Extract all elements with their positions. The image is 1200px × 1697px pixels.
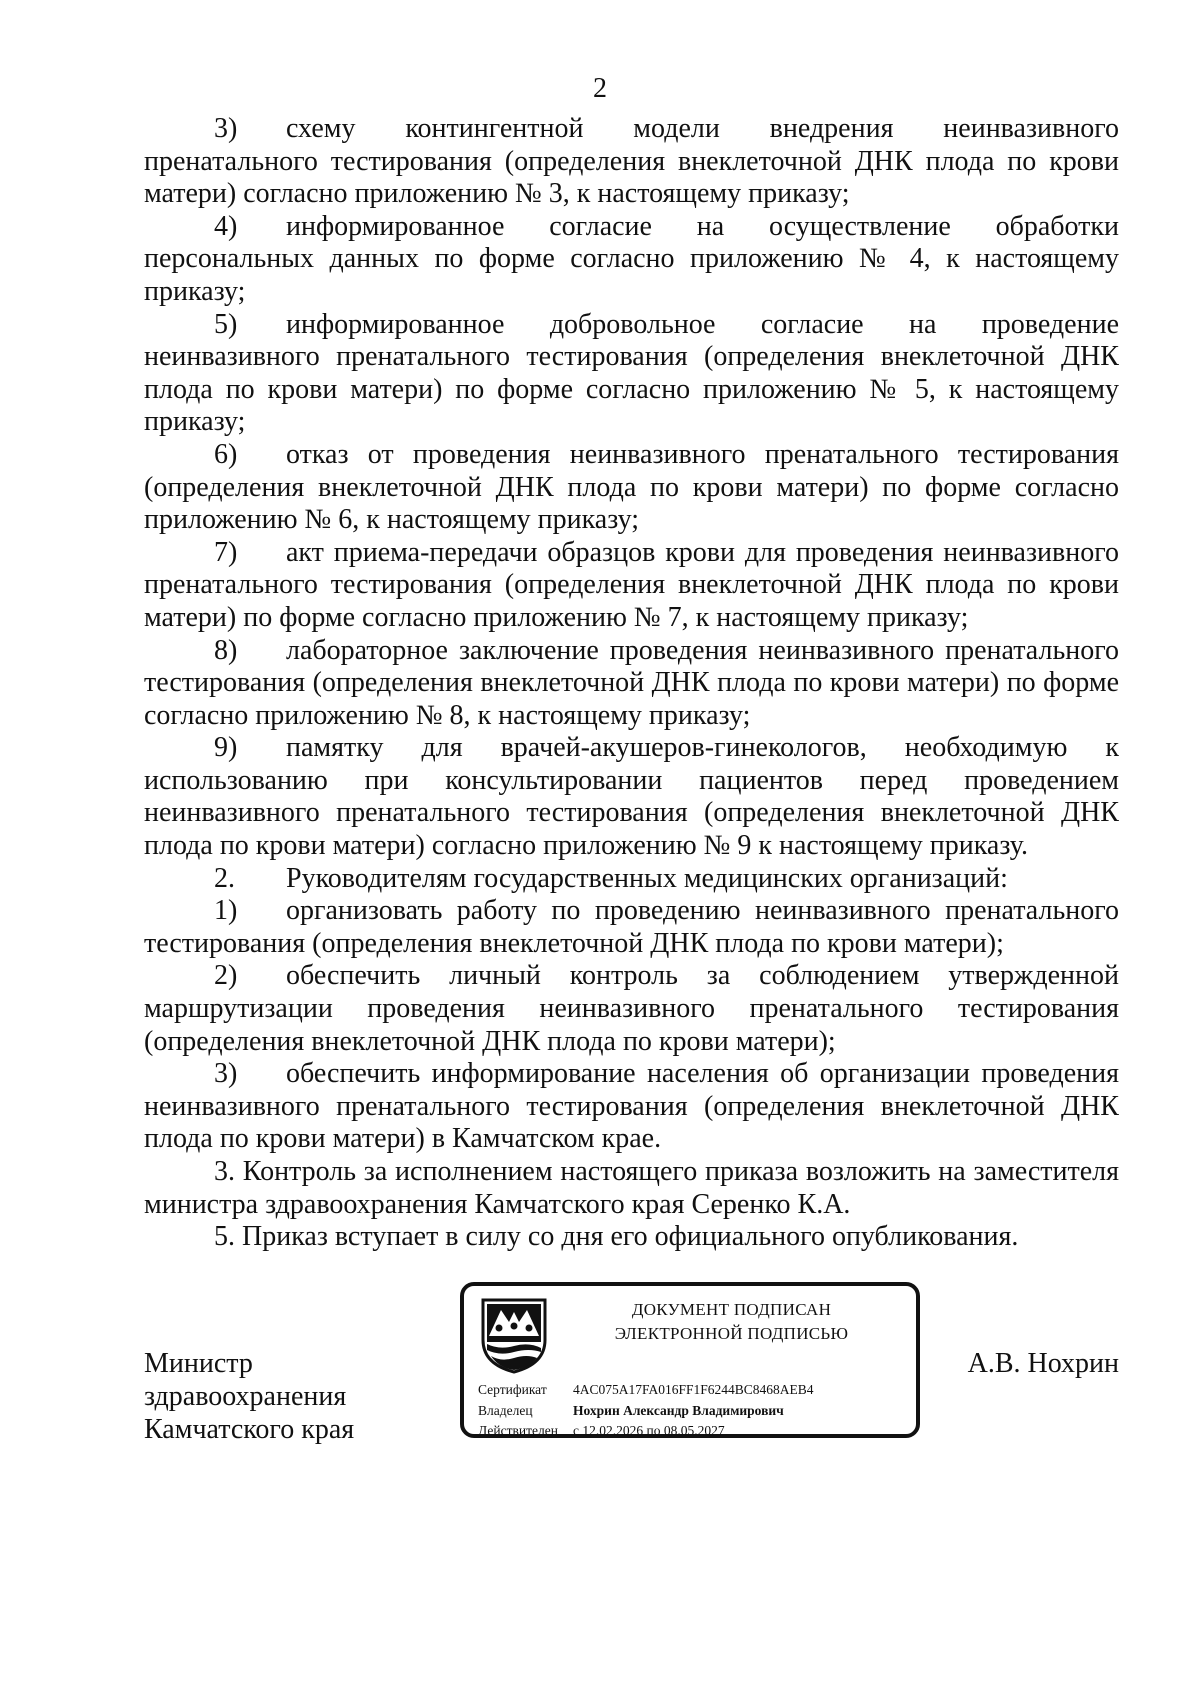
certificate-value: 4AC075A17FA016FF1F6244BC8468AEB4 — [573, 1382, 814, 1397]
list-item-number: 7) — [214, 536, 238, 568]
validity-value: с 12.02.2026 по 08.05.2027 — [573, 1423, 725, 1438]
stamp-title — [559, 1298, 904, 1346]
signer-position-line: Министр — [144, 1348, 253, 1379]
list-item-text: акт приема-передачи образцов крови для проведения неинвазивного пренатального тестирования (определения внеклеточной ДНК плода по крови матери) по форме согласно приложению № 7, к настоящему приказу; — [144, 536, 1119, 633]
list-item-text: организовать работу по проведению неинвазивного пренатального тестирования (определения внеклеточной ДНК плода по крови матери); — [144, 895, 1119, 959]
list-item — [144, 1058, 1119, 1156]
document-body — [144, 113, 1119, 1254]
list-item — [144, 895, 1119, 960]
list-item — [144, 960, 1119, 1058]
stamp-certificate-row — [478, 1382, 814, 1398]
list-item-number: 8) — [214, 634, 238, 666]
list-item — [144, 439, 1119, 537]
list-item — [144, 211, 1119, 309]
validity-label: Действителен — [478, 1423, 558, 1438]
list-item — [144, 732, 1119, 862]
list-item-text: обеспечить личный контроль за соблюдением утвержденной маршрутизации проведения неинвазивного пренатального тестирования (определения внеклеточной ДНК плода по крови матери); — [144, 960, 1119, 1057]
list-item-text: Руководителям государственных медицинских организаций: — [286, 862, 1008, 894]
list-item-text: информированное согласие на осуществление обработки персональных данных по форме согласно приложению № 4, к настоящему приказу; — [144, 210, 1119, 307]
list-item-number: 3) — [214, 1058, 238, 1090]
list-item-number: 4) — [214, 210, 238, 242]
list-item-text: памятку для врачей-акушеров-гинекологов, необходимую к использованию при консультировании пациентов перед проведением неинвазивного пренатального тестирования (определения внеклеточной ДНК плода по крови матери) согласно приложению № 9 к настоящему приказу. — [144, 732, 1119, 862]
clause-paragraph: 5. Приказ вступает в силу со дня его официального опубликования. — [214, 1221, 1019, 1253]
list-item-text: информированное добровольное согласие на проведение неинвазивного пренатального тестирования (определения внеклеточной ДНК плода по крови матери) по форме согласно приложению № 5, к настоящему приказу; — [144, 308, 1119, 438]
owner-value: Нохрин Александр Владимирович — [573, 1403, 784, 1418]
signer-position — [144, 1347, 354, 1446]
certificate-label: Сертификат — [478, 1382, 547, 1397]
kamchatka-coat-of-arms-icon — [479, 1296, 549, 1374]
list-item-text: отказ от проведения неинвазивного пренатального тестирования (определения внеклеточной ДНК плода по крови матери) по форме согласно приложению № 6, к настоящему приказу; — [144, 438, 1119, 536]
stamp-validity-row — [478, 1423, 725, 1439]
list-item-number: 2) — [214, 960, 238, 992]
electronic-signature-stamp — [460, 1282, 920, 1438]
stamp-title-line: ДОКУМЕНТ ПОДПИСАН — [631, 1300, 832, 1319]
list-item — [144, 537, 1119, 635]
list-item — [144, 635, 1119, 733]
list-item — [144, 113, 1119, 211]
list-item-number: 1) — [214, 895, 238, 927]
signer-name: А.В. Нохрин — [967, 1348, 1119, 1379]
list-item-number: 5) — [214, 308, 238, 340]
list-item-text: обеспечить информирование населения об организации проведения неинвазивного пренатального тестирования (определения внеклеточной ДНК плода по крови матери) в Камчатском крае. — [144, 1058, 1119, 1155]
list-item-text: лабораторное заключение проведения неинвазивного пренатального тестирования (определения внеклеточной ДНК плода по крови матери) по форме согласно приложению № 8, к настоящему приказу; — [144, 634, 1119, 731]
signer-position-line: здравоохранения — [144, 1381, 347, 1412]
list-item-number: 6) — [214, 438, 238, 470]
stamp-owner-row — [478, 1403, 784, 1419]
owner-label: Владелец — [478, 1403, 533, 1418]
list-item-number: 3) — [214, 113, 238, 144]
page-number: 2 — [593, 73, 607, 104]
stamp-title-line: ЭЛЕКТРОННОЙ ПОДПИСЬЮ — [614, 1324, 849, 1343]
signer-position-line: Камчатского края — [144, 1414, 355, 1445]
list-item — [144, 863, 1119, 896]
clause-paragraph: 3. Контроль за исполнением настоящего приказа возложить на заместителя министра здравоохранения Камчатского края Серенко К.А. — [144, 1156, 1119, 1220]
list-item-number: 2. — [214, 862, 235, 894]
list-item-number: 9) — [214, 732, 238, 764]
list-item — [144, 309, 1119, 439]
list-item-text: схему контингентной модели внедрения неинвазивного пренатального тестирования (определения внеклеточной ДНК плода по крови матери) согласно приложению № 3, к настоящему приказу; — [144, 113, 1119, 210]
